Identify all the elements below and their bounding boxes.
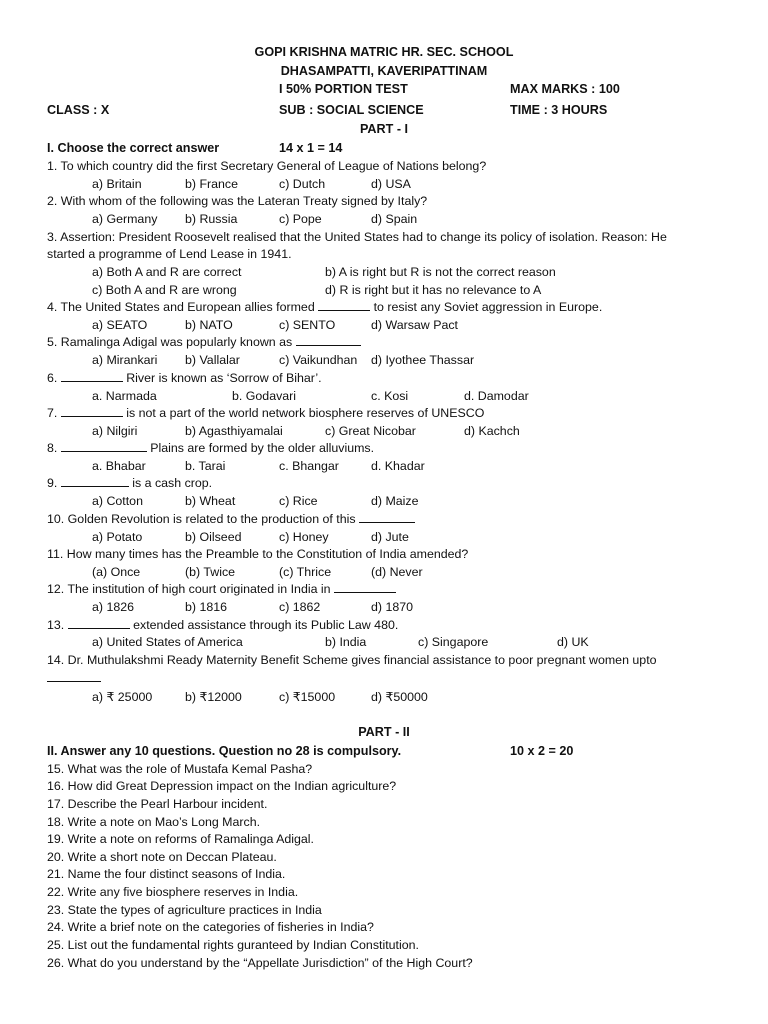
q5-blank	[296, 335, 361, 346]
q6-option-b: b. Godavari	[232, 389, 297, 403]
q8-option-a: a. Bhabar	[92, 459, 146, 473]
q8-option-c: c. Bhangar	[279, 459, 339, 473]
q10-text-pre: 10. Golden Revolution is related to the production of this	[47, 512, 360, 526]
question-15: 15. What was the role of Mustafa Kemal Pasha?	[47, 762, 313, 776]
question-4	[47, 300, 602, 314]
q14-option-a: a) ₹ 25000	[92, 690, 153, 704]
q4-option-a: a) SEATO	[92, 318, 148, 332]
q4-option-d: d) Warsaw Pact	[371, 318, 458, 332]
test-name: I 50% PORTION TEST	[279, 82, 408, 96]
question-14: 14. Dr. Muthulakshmi Ready Maternity Benefit Scheme gives financial assistance to poor pregnant women upto	[47, 653, 657, 667]
q9-text-pre: 9.	[47, 476, 61, 490]
q3-option-d: d) R is right but it has no relevance to A	[325, 283, 542, 297]
q1-option-a: a) Britain	[92, 177, 142, 191]
q7-text-pre: 7.	[47, 406, 61, 420]
time-label: TIME : 3 HOURS	[510, 103, 608, 117]
q13-option-d: d) UK	[557, 635, 589, 649]
q1-option-d: d) USA	[371, 177, 411, 191]
q6-option-d: d. Damodar	[464, 389, 529, 403]
q7-option-a: a) Nilgiri	[92, 424, 138, 438]
q3-option-c: c) Both A and R are wrong	[92, 283, 237, 297]
q9-text-post: is a cash crop.	[128, 476, 213, 490]
q12-blank	[334, 582, 396, 593]
q4-blank	[318, 300, 370, 311]
q1-option-c: c) Dutch	[279, 177, 326, 191]
q9-option-b: b) Wheat	[185, 494, 236, 508]
part-2-instruction: II. Answer any 10 questions. Question no 28 is compulsory.	[47, 744, 402, 758]
q10-blank	[359, 512, 415, 523]
q13-option-b: b) India	[325, 635, 367, 649]
q4-text-post: to resist any Soviet aggression in Europe.	[370, 300, 603, 314]
q7-option-d: d) Kachch	[464, 424, 520, 438]
q2-option-b: b) Russia	[185, 212, 238, 226]
q12-text-pre: 12. The institution of high court originated in India in	[47, 582, 335, 596]
q2-option-c: c) Pope	[279, 212, 322, 226]
school-name: GOPI KRISHNA MATRIC HR. SEC. SCHOOL	[254, 45, 514, 59]
q14-answer-line	[47, 671, 101, 685]
q2-option-a: a) Germany	[92, 212, 158, 226]
q7-blank	[61, 406, 123, 417]
question-26: 26. What do you understand by the “Appellate Jurisdiction” of the High Court?	[47, 956, 473, 970]
question-9	[47, 476, 212, 490]
q10-option-a: a) Potato	[92, 530, 143, 544]
q2-option-d: d) Spain	[371, 212, 418, 226]
q6-text-post: River is known as ‘Sorrow of Bihar’.	[122, 371, 322, 385]
q5-option-b: b) Vallalar	[185, 353, 240, 367]
q13-option-c: c) Singapore	[418, 635, 489, 649]
q12-option-a: a) 1826	[92, 600, 135, 614]
question-17: 17. Describe the Pearl Harbour incident.	[47, 797, 268, 811]
q8-text-pre: 8.	[47, 441, 61, 455]
question-23: 23. State the types of agriculture practices in India	[47, 903, 322, 917]
q10-option-c: c) Honey	[279, 530, 329, 544]
q11-option-a: (a) Once	[92, 565, 141, 579]
q10-option-d: d) Jute	[371, 530, 409, 544]
q13-text-pre: 13.	[47, 618, 68, 632]
class-label: CLASS : X	[47, 103, 110, 117]
q12-option-c: c) 1862	[279, 600, 321, 614]
question-25: 25. List out the fundamental rights guranteed by Indian Constitution.	[47, 938, 419, 952]
q1-option-b: b) France	[185, 177, 239, 191]
q14-option-b: b) ₹12000	[185, 690, 242, 704]
q13-text-post: extended assistance through its Public Law 480.	[129, 618, 399, 632]
q8-option-b: b. Tarai	[185, 459, 226, 473]
part-2-title: PART - II	[358, 725, 410, 739]
q3-option-b: b) A is right but R is not the correct reason	[325, 265, 556, 279]
question-16: 16. How did Great Depression impact on the Indian agriculture?	[47, 779, 397, 793]
question-5	[47, 335, 361, 349]
question-24: 24. Write a brief note on the categories of fisheries in India?	[47, 920, 374, 934]
question-3-line-1: 3. Assertion: President Roosevelt realised that the United States had to change its policy of isolation. Reason: He	[47, 230, 667, 244]
question-3-line-2: started a programme of Lend Lease in 1941.	[47, 247, 292, 261]
q7-option-b: b) Agasthiyamalai	[185, 424, 283, 438]
q9-option-d: d) Maize	[371, 494, 419, 508]
question-11: 11. How many times has the Preamble to the Constitution of India amended?	[47, 547, 469, 561]
question-19: 19. Write a note on reforms of Ramalinga Adigal.	[47, 832, 314, 846]
subject-label: SUB : SOCIAL SCIENCE	[279, 103, 424, 117]
part-1-title: PART - I	[359, 122, 409, 136]
q8-blank	[61, 441, 147, 452]
q12-option-d: d) 1870	[371, 600, 414, 614]
q7-option-c: c) Great Nicobar	[325, 424, 416, 438]
q11-option-d: (d) Never	[371, 565, 423, 579]
q8-text-post: Plains are formed by the older alluviums.	[146, 441, 375, 455]
question-20: 20. Write a short note on Deccan Plateau.	[47, 850, 277, 864]
max-marks: MAX MARKS : 100	[510, 82, 620, 96]
q12-option-b: b) 1816	[185, 600, 228, 614]
q9-option-c: c) Rice	[279, 494, 318, 508]
q5-text-pre: 5. Ramalinga Adigal was popularly known as	[47, 335, 296, 349]
q5-option-a: a) Mirankari	[92, 353, 158, 367]
q14-option-c: c) ₹15000	[279, 690, 336, 704]
part-1-instruction: I. Choose the correct answer	[47, 141, 220, 155]
q11-option-b: (b) Twice	[185, 565, 236, 579]
question-8	[47, 441, 374, 455]
q5-option-d: d) Iyothee Thassar	[371, 353, 475, 367]
q7-text-post: is not a part of the world network biosphere reserves of UNESCO	[122, 406, 485, 420]
question-13	[47, 618, 398, 632]
question-6	[47, 371, 322, 385]
q13-option-a: a) United States of America	[92, 635, 243, 649]
q9-blank	[61, 476, 129, 487]
q13-blank	[68, 618, 130, 629]
q4-text-pre: 4. The United States and European allies formed	[47, 300, 319, 314]
q6-option-a: a. Narmada	[92, 389, 157, 403]
q11-option-c: (c) Thrice	[279, 565, 332, 579]
part-1-marks: 14 x 1 = 14	[279, 141, 343, 155]
q3-option-a: a) Both A and R are correct	[92, 265, 242, 279]
q6-blank	[61, 371, 123, 382]
part-2-marks: 10 x 2 = 20	[510, 744, 574, 758]
q10-option-b: b) Oilseed	[185, 530, 242, 544]
question-1: 1. To which country did the first Secretary General of League of Nations belong?	[47, 159, 487, 173]
question-12	[47, 582, 396, 596]
question-18: 18. Write a note on Mao’s Long March.	[47, 815, 261, 829]
question-22: 22. Write any five biosphere reserves in India.	[47, 885, 299, 899]
q4-option-b: b) NATO	[185, 318, 233, 332]
q9-option-a: a) Cotton	[92, 494, 143, 508]
q14-option-d: d) ₹50000	[371, 690, 428, 704]
q6-text-pre: 6.	[47, 371, 61, 385]
question-2: 2. With whom of the following was the Lateran Treaty signed by Italy?	[47, 194, 428, 208]
question-21: 21. Name the four distinct seasons of India.	[47, 867, 286, 881]
q5-option-c: c) Vaikundhan	[279, 353, 358, 367]
q14-blank	[47, 671, 101, 682]
q6-option-c: c. Kosi	[371, 389, 409, 403]
q4-option-c: c) SENTO	[279, 318, 336, 332]
question-7	[47, 406, 484, 420]
school-place: DHASAMPATTI, KAVERIPATTINAM	[280, 64, 488, 78]
q8-option-d: d. Khadar	[371, 459, 425, 473]
question-10	[47, 512, 415, 526]
